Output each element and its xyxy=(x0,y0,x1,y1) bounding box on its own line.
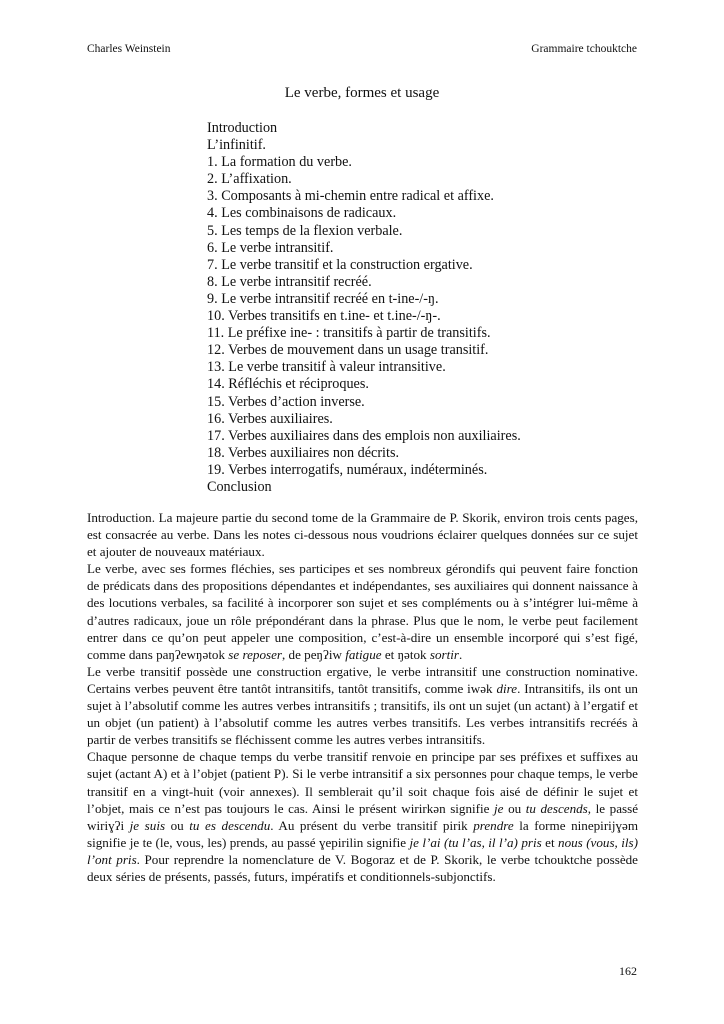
toc-item: 8. Le verbe intransitif recréé. xyxy=(207,273,372,290)
gloss: tu descends xyxy=(525,800,588,816)
document-title: Le verbe, formes et usage xyxy=(284,85,440,101)
toc-item: 18. Verbes auxiliaires non décrits. xyxy=(207,444,400,461)
toc-item: 16. Verbes auxiliaires. xyxy=(207,410,333,427)
toc-item: 7. Le verbe transitif et la construction ergative. xyxy=(207,256,473,273)
header-book-title: Grammaire tchouktche xyxy=(531,43,637,55)
toc-item: Introduction xyxy=(207,120,278,136)
gloss: nous (vous, ils) l’ont pris xyxy=(87,834,638,867)
toc-item: 14. Réfléchis et réciproques. xyxy=(207,376,369,393)
paragraph-ergative: Le verbe transitif possède une construction ergative, le verbe intransitif une construction nominative. Certains verbes peuvent être tantôt intransitifs, tantôt transitifs, comme iwək dire. Intransitifs, ils ont un sujet à l’absolutif comme les autres verbes intransitifs ; transitifs, ils ont un sujet (un actant) à l’ergatif et un objet (un patient) à l’absolutif comme les autres verbes transitifs. Les verbes intransitifs recréés à partir de verbes transitifs se fléchissent comme les autres verbes intransitifs. xyxy=(87,663,638,748)
toc-item: 4. Les combinaisons de radicaux. xyxy=(207,205,397,222)
toc-item: 6. Le verbe intransitif. xyxy=(207,239,334,256)
toc-item: 10. Verbes transitifs en t.ine- et t.ine-/-ŋ-. xyxy=(207,308,441,325)
toc-item: 12. Verbes de mouvement dans un usage transitif. xyxy=(207,342,489,359)
toc-item: 2. L’affixation. xyxy=(207,171,292,188)
toc-item: 9. Le verbe intransitif recréé en t-ine-/-ŋ. xyxy=(207,290,439,307)
toc-item: 15. Verbes d’action inverse. xyxy=(207,393,365,410)
paragraph-verb-role: Le verbe, avec ses formes fléchies, ses participes et ses nombreux gérondifs qui peuvent faire fonction de prédicats dans des propositions dépendantes et indépendantes, ses auxiliaires qui donnent naissance à des locutions verbales, sa facilité à incorporer son sujet et ses compléments ou à s’intégrer lui-même à d’autres radicaux, joue un rôle prépondérant dans la phrase. Plus que le nom, le verbe peut facilement entrer dans ce qu’on peut appeler une composition, c’est-à-dire un ensemble incorporé qui s’est figé, comme dans paŋʔewŋətok se reposer, de peŋʔiw fatigue et ŋətok sortir. xyxy=(87,561,638,662)
toc-item: 3. Composants à mi-chemin entre radical et affixe. xyxy=(207,188,494,205)
introduction-label: Introduction xyxy=(87,510,152,525)
page-header xyxy=(87,43,637,59)
toc-item: 11. Le préfixe ine- : transitifs à partir de transitifs. xyxy=(207,325,491,342)
gloss: tu es descendu xyxy=(189,817,271,833)
gloss: se reposer xyxy=(228,646,282,662)
body-text xyxy=(87,509,638,885)
table-of-contents xyxy=(207,120,521,496)
paragraph-introduction: Introduction. La majeure partie du second tome de la Grammaire de P. Skorik, environ trois cents pages, est consacrée au verbe. Dans les notes ci-dessous nous voudrions éclairer quelques données sur ce sujet et ajouter de nouveaux matériaux. xyxy=(87,510,638,560)
gloss: je suis xyxy=(129,817,166,833)
paragraph-persons: Chaque personne de chaque temps du verbe transitif renvoie en principe par ses préfixes et suffixes au sujet (actant A) et à l’objet (patient P). Si le verbe intransitif a six personnes pour chaque temps, le verbe transitif en a vingt-huit (voir annexes). Il semblerait qu’il soit chaque fois aisé de définir le sujet et l’objet, mais ce n’est pas toujours le cas. Ainsi le présent wirirkən signifie je ou tu descends, le passé wiriɣʔi je suis ou tu es descendu. Au présent du verbe transitif pirik prendre la forme ninepirijɣəm signifie je te (le, vous, les) prends, au passé ɣepirilin signifie je l’ai (tu l’as, il l’a) pris et nous (vous, ils) l’ont pris. Pour reprendre la nomenclature de V. Bogoraz et de P. Skorik, le verbe tchouktche possède deux séries de présents, passés, futurs, impératifs et conditionnels-subjonctifs. xyxy=(87,749,639,884)
gloss: prendre xyxy=(473,817,514,833)
toc-item: 1. La formation du verbe. xyxy=(207,154,352,171)
toc-item: 19. Verbes interrogatifs, numéraux, indéterminés. xyxy=(207,461,488,478)
header-author: Charles Weinstein xyxy=(87,43,171,55)
gloss: sortir xyxy=(429,646,459,662)
gloss: fatigue xyxy=(345,646,382,662)
toc-item: 17. Verbes auxiliaires dans des emplois non auxiliaires. xyxy=(207,427,521,444)
gloss: dire xyxy=(496,680,518,696)
toc-item: 5. Les temps de la flexion verbale. xyxy=(207,222,403,239)
toc-item: L’infinitif. xyxy=(207,137,266,154)
page-number: 162 xyxy=(619,964,637,978)
gloss: je l’ai (tu l’as, il l’a) pris xyxy=(409,834,542,850)
toc-item: Conclusion xyxy=(207,478,272,495)
gloss: je xyxy=(494,800,504,816)
toc-item: 13. Le verbe transitif à valeur intransitive. xyxy=(207,359,446,376)
